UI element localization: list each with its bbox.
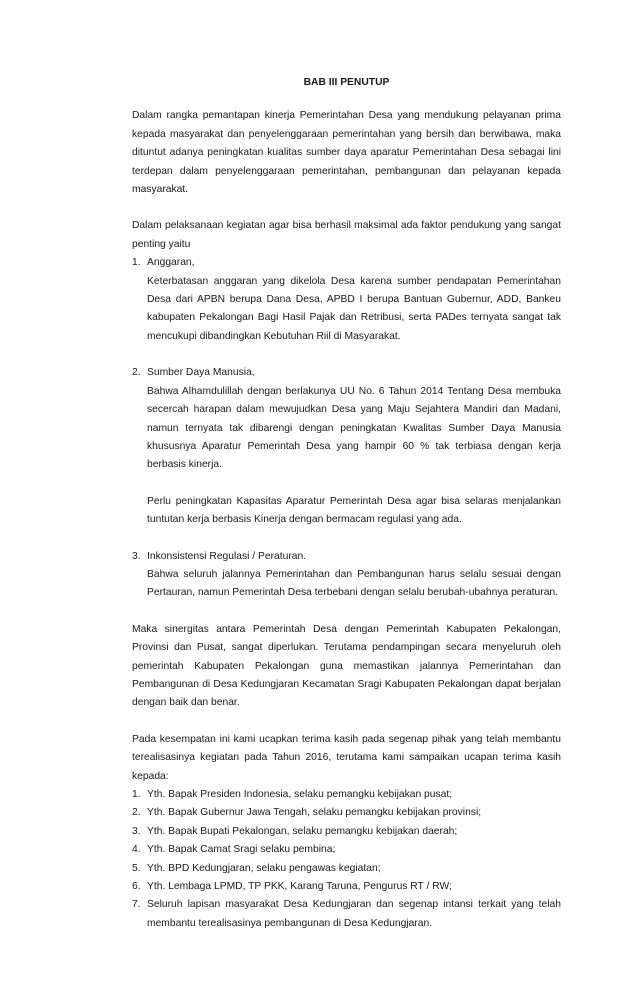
factor-heading: Sumber Daya Manusia, xyxy=(147,367,255,379)
chapter-title: BAB III PENUTUP xyxy=(303,77,390,88)
thanks-item xyxy=(132,786,561,804)
factor-heading: Anggaran, xyxy=(147,257,195,269)
thanks-text: Yth. Bapak Camat Sragi selaku pembina; xyxy=(147,844,336,856)
factor-item-anggaran xyxy=(132,254,561,272)
factor-item-sdm xyxy=(132,364,561,382)
thanks-number: 5. xyxy=(132,862,141,874)
thanks-text: Yth. Bapak Gubernur Jawa Tengah, selaku pemangku kebijakan provinsi; xyxy=(147,807,482,819)
thanks-item xyxy=(132,823,561,841)
thanks-text: Yth. BPD Kedungjaran, selaku pengawas kegiatan; xyxy=(147,862,381,874)
document-page xyxy=(132,74,561,933)
factor-text: Keterbatasan anggaran yang dikelola Desa karena sumber pendapatan Pemerintahan Desa dari APBN berupa Dana Desa, APBD I berupa Bantuan Gubernur, ADD, Bankeu kabupaten Pekalongan Bagi Hasil Pajak dan Retribusi, serta PADes ternyata sangat tak mencukupi dibandingkan Kebutuhan Riil di Masyarakat. xyxy=(147,275,561,342)
factor-item-regulasi xyxy=(132,548,561,566)
factor-number: 3. xyxy=(132,550,141,562)
thanks-item xyxy=(132,804,561,822)
thanks-item xyxy=(132,878,561,896)
factor-heading: Inkonsistensi Regulasi / Peraturan. xyxy=(147,550,307,562)
thanks-intro-paragraph: Pada kesempatan ini kami ucapkan terima kasih pada segenap pihak yang telah membantu terealisasinya kegiatan pada Tahun 2016, terutama kami sampaikan ucapan terima kasih kepada: xyxy=(132,733,561,782)
factor-text: Bahwa Alhamdulillah dengan berlakunya UU No. 6 Tahun 2014 Tentang Desa membuka secercah harapan dalam mewujudkan Desa yang Maju Sejahtera Mandiri dan Madani, namun ternyata tak dibarengi dengan peningkatan Kwalitas Sumber Daya Manusia khususnya Aparatur Pemerintah Desa yang hampir 60 % tak terbiasa dengan kerja berbasis kinerja. xyxy=(147,385,561,471)
thanks-text: Seluruh lapisan masyarakat Desa Kedungjaran dan segenap intansi terkait yang telah membantu terealisasinya pembangunan di Desa Kedungjaran. xyxy=(147,899,561,929)
thanks-text: Yth. Bapak Bupati Pekalongan, selaku pemangku kebijakan daerah; xyxy=(147,825,458,837)
factor-number: 1. xyxy=(132,257,141,269)
factor-text: Perlu peningkatan Kapasitas Aparatur Pemerintah Desa agar bisa selaras menjalankan tuntutan kerja berbasis Kinerja dengan bermacam regulasi yang ada. xyxy=(147,495,561,526)
factors-intro-paragraph: Dalam pelaksanaan kegiatan agar bisa berhasil maksimal ada faktor pendukung yang sangat penting yaitu xyxy=(132,220,561,250)
thanks-text: Yth. Lembaga LPMD, TP PKK, Karang Taruna, Pengurus RT / RW; xyxy=(147,881,452,893)
thanks-text: Yth. Bapak Presiden Indonesia, selaku pemangku kebijakan pusat; xyxy=(147,789,453,800)
thanks-number: 2. xyxy=(132,807,141,819)
factor-text: Bahwa seluruh jalannya Pemerintahan dan Pembangunan harus selalu sesuai dengan Pertauran, namun Pemerintah Desa terbebani dengan selalu berubah-ubahnya peraturan. xyxy=(147,568,561,599)
thanks-number: 7. xyxy=(132,899,141,911)
thanks-item xyxy=(132,896,561,933)
thanks-item xyxy=(132,860,561,878)
factor-number: 2. xyxy=(132,367,141,379)
thanks-number: 6. xyxy=(132,881,141,893)
thanks-number: 4. xyxy=(132,844,141,856)
thanks-number: 3. xyxy=(132,825,141,837)
thanks-number: 1. xyxy=(132,789,141,800)
thanks-item xyxy=(132,841,561,859)
synergy-paragraph: Maka sinergitas antara Pemerintah Desa dengan Pemerintah Kabupaten Pekalongan, Provinsi dan Pusat, sangat diperlukan. Terutama pendampingan secara menyeluruh oleh pemerintah Kabupaten Pekalongan guna memastikan jalannya Pemerintahan dan Pembangunan di Desa Kedungjaran Kecamatan Sragi Kabupaten Pekalongan dapat berjalan dengan baik dan benar. xyxy=(132,623,561,709)
intro-paragraph: Dalam rangka pemantapan kinerja Pemerintahan Desa yang mendukung pelayanan prima kepada masyarakat dan penyelenggaraan pemerintahan yang bersih dan berwibawa, maka dituntut adanya peningkatan kualitas sumber daya aparatur Pemerintahan Desa sebagai lini terdepan dalam penyelenggaraan pemerintahan, pembangunan dan pelayanan kepada masyarakat. xyxy=(132,110,561,196)
